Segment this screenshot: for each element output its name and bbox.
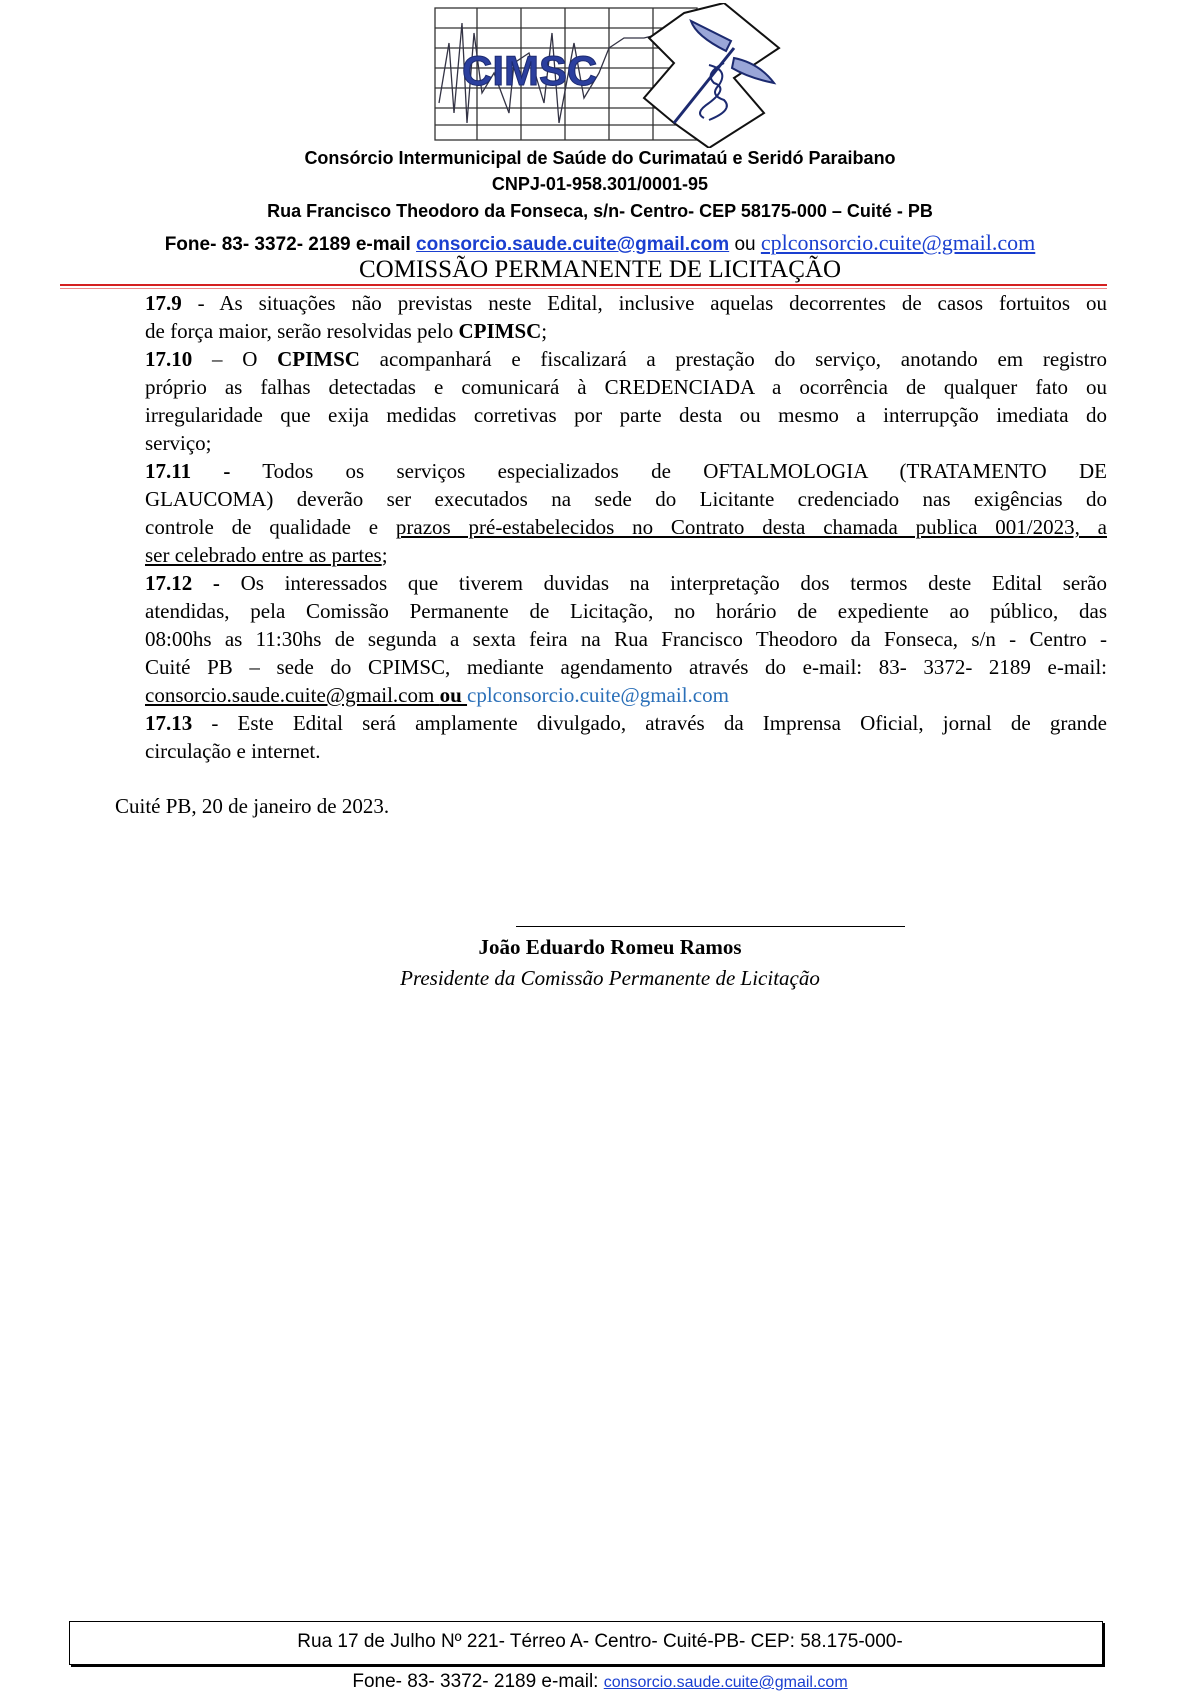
or-label: ou [729,234,761,255]
text-segment: Todos os serviços especializados de OFTALMOLOGIA (TRATAMENTO DE [230,459,1107,483]
email-link-1[interactable]: consorcio.saude.cuite@gmail.com [416,234,730,255]
footer-address: Rua 17 de Julho Nº 221- Térreo A- Centro- Cuité-PB- CEP: 58.175-000- [297,1631,903,1652]
body-line [145,597,1107,625]
text-segment: Os interessados que tiverem duvidas na interpretação dos termos deste Edital serão [219,571,1107,595]
body-line [145,513,1107,541]
text-segment: ou [439,683,468,707]
text-segment: – O [192,347,278,371]
text-segment: GLAUCOMA) deverão ser executados na sede do Licitante credenciado nas exigências do [145,487,1107,511]
text-segment: 17.12 - [145,571,220,595]
body-line [145,289,1107,317]
body-line [145,429,1107,457]
text-segment: - Este Edital será amplamente divulgado, através da Imprensa Oficial, jornal de grande [192,711,1107,735]
phone-label: Fone- 83- 3372- 2189 e-mail [164,234,417,255]
signatory-title: Presidente da Comissão Permanente de Licitação [400,966,820,990]
body-line [145,709,1107,737]
text-segment: controle de qualidade e [145,515,396,539]
text-segment: - As situações não previstas neste Edital, inclusive aquelas decorrentes de casos fortuitos ou [181,291,1107,315]
text-segment: ; [381,543,388,567]
body-line [145,373,1107,401]
header-divider [60,284,1107,286]
body-line [145,653,1107,681]
org-name: Consórcio Intermunicipal de Saúde do Curimataú e Seridó Paraibano [304,148,896,168]
body-line [145,485,1107,513]
header-contact [0,230,1200,256]
email-link-2[interactable]: cplconsorcio.cuite@gmail.com [760,230,1036,255]
body-line [145,345,1107,373]
text-segment: de força maior, serão resolvidas pelo [145,319,459,343]
text-segment: ; [541,319,548,343]
text-segment: acompanhará e fiscalizará a prestação do serviço, anotando em registro [359,347,1107,371]
body-line [145,681,1107,709]
text-segment: Cuité PB – sede do CPIMSC, mediante agendamento através do e-mail: 83- 3372- 2189 e-mail: [145,655,1107,679]
footer-phone: Fone- 83- 3372- 2189 e-mail: [352,1671,604,1692]
date-line: Cuité PB, 20 de janeiro de 2023. [115,794,390,818]
signature-line [516,926,905,927]
footer-contact [0,1671,1200,1693]
text-segment: serviço; [145,431,212,455]
cimsc-logo [434,3,794,148]
text-segment: 17.11 - [145,459,231,483]
department-title: COMISSÃO PERMANENTE DE LICITAÇÃO [358,256,842,283]
header-address: Rua Francisco Theodoro da Fonseca, s/n- Centro- CEP 58175-000 – Cuité - PB [267,201,933,221]
document-body [145,289,1107,765]
body-line [145,569,1107,597]
text-segment: 08:00hs as 11:30hs de segunda a sexta feira na Rua Francisco Theodoro da Fonseca, s/n - Centro - [145,627,1107,651]
body-line [145,317,1107,345]
text-segment: consorcio.saude.cuite@gmail.com [145,683,440,707]
text-segment: circulação e internet. [145,739,321,763]
body-line [145,457,1107,485]
email-link[interactable]: cplconsorcio.cuite@gmail.com [467,683,729,707]
signatory-name: João Eduardo Romeu Ramos [478,935,742,959]
text-segment: atendidas, pela Comissão Permanente de Licitação, no horário de expediente ao público, das [145,599,1107,623]
body-line [145,541,1107,569]
body-line [145,625,1107,653]
text-segment: 17.10 [145,347,193,371]
text-segment: CPIMSC [277,347,360,371]
body-line [145,737,1107,765]
text-segment: 17.9 [145,291,182,315]
body-line [145,401,1107,429]
text-segment: CPIMSC [458,319,542,343]
cnpj: CNPJ-01-958.301/0001-95 [491,174,709,194]
footer-email-link[interactable]: consorcio.saude.cuite@gmail.com [603,1674,848,1691]
text-segment: irregularidade que exija medidas corretivas por parte desta ou mesmo a interrupção imediata do [145,403,1107,427]
text-segment: 17.13 [145,711,193,735]
text-segment: ser celebrado entre as partes [145,543,382,567]
text-segment: próprio as falhas detectadas e comunicará à CREDENCIADA a ocorrência de qualquer fato ou [145,375,1107,399]
text-segment: prazos pré-estabelecidos no Contrato desta chamada publica 001/2023, a [395,515,1107,539]
logo-text: CIMSC [462,47,598,94]
